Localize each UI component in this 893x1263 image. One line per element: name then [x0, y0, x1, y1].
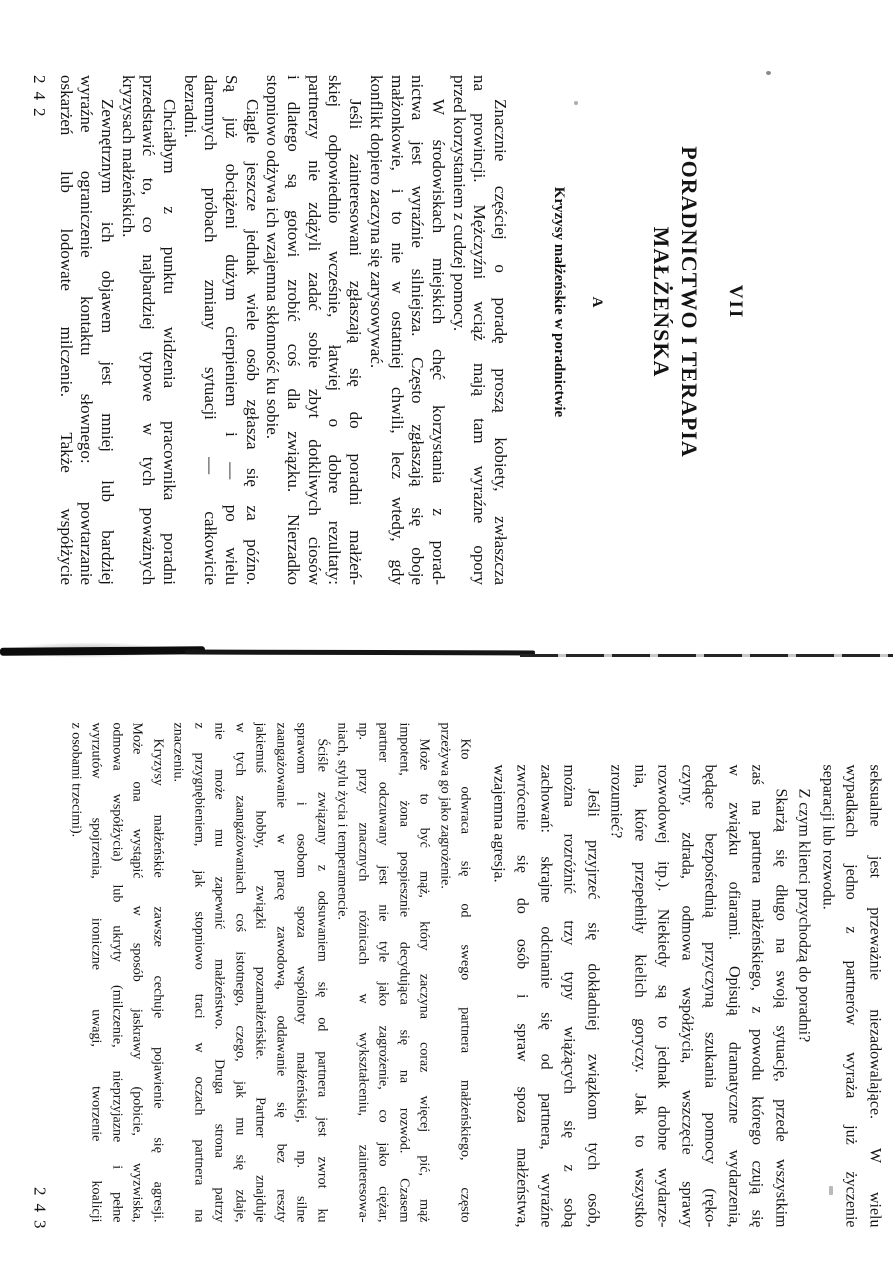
- text-line: seksualne jest przeważnie niezadowalające. W wielu: [866, 764, 884, 1228]
- text-line: znaczeniu.: [171, 722, 186, 782]
- text-line: Kto odwraca się od swego partnera małżeńskiego, często: [458, 738, 473, 1223]
- ink-speck: [829, 1186, 833, 1195]
- text-line: Są już obciążeni dużym cierpieniem i — po wielu: [222, 75, 242, 585]
- petit-text-block-243: [65, 723, 475, 1223]
- text-line: sprawom i osobom spoza wspólnoty małżeńskiej, np. silne: [294, 722, 309, 1223]
- text-line: z osobami trzecimi).: [68, 722, 84, 838]
- chapter-title-line-1: PORADNICTWO I TERAPIA: [677, 146, 702, 458]
- text-line: nictwa jest wyraźnie silniejsza. Często zgłaszają się oboje: [408, 75, 428, 585]
- text-line: wzajemna agresja.: [490, 764, 508, 883]
- text-line: czyny, zdrada, odmowa współżycia, wszczęcie sprawy: [678, 764, 696, 1228]
- text-line: odmowa współżycia) lub ukryty (milczenie, nieprzyjazne i pełne: [109, 722, 125, 1223]
- text-line: przedstawić to, co najbardziej typowe w tych poważnych: [139, 75, 159, 585]
- page-number-242: 242: [30, 75, 49, 125]
- text-line: zrozumieć?: [608, 764, 625, 839]
- text-line: Z czym klienci przychodzą do poradni?: [796, 788, 813, 1043]
- text-line: wyrzutów spojrzenia, ironiczne uwagi, tworzenie koalicji: [89, 722, 104, 1223]
- page-divider: [185, 650, 535, 656]
- text-line: zaś na partnera małżeńskiego, z powodu którego czują się: [749, 764, 766, 1228]
- text-line: oskarżeń lub lodowate milczenie. Także współżycie: [56, 75, 76, 585]
- text-line: nie może mu zapewnić małżeństwo. Druga strona patrzy: [212, 722, 227, 1223]
- text-line: Zewnętrznym ich objawem jest mniej lub bardziej: [97, 99, 117, 585]
- section-heading: Kryzysy małżeńskie w poradnictwie: [551, 186, 567, 418]
- text-line: Ciągle jeszcze jednak wiele osób zgłasza się za późno.: [242, 99, 262, 585]
- text-line: nia, które przepełniły kielich goryczy. Jak to wszystko: [631, 764, 649, 1228]
- text-line: w tych zaangażowaniach coś istotnego, czego, jak mu się zdaje,: [232, 722, 248, 1223]
- book-page-243: [23, 660, 893, 1263]
- page-divider: [520, 654, 893, 657]
- text-line: zaangażowanie w pracę zawodową, oddawanie się bez reszty: [273, 722, 289, 1223]
- text-line: małżonkowie, i to nie w ostatniej chwili, lecz wtedy, gdy: [387, 75, 407, 585]
- text-line: zachowań: skrajne odcinanie się od partnera, wyraźne: [537, 764, 555, 1228]
- text-line: kryzysach małżeńskich.: [118, 75, 138, 238]
- chapter-number: VII: [725, 284, 746, 320]
- text-line: Kryzysy małżeńskie zawsze cechuje pojawienie się agresji.: [150, 738, 166, 1223]
- text-line: stopniowo odżywa ich wzajemna skłonność ku sobie.: [263, 75, 283, 440]
- text-line: separacji lub rozwodu.: [819, 764, 837, 910]
- text-line: skiej odpowiednio wcześnie, łatwiej o dobre rezultaty:: [325, 75, 345, 585]
- text-line: konflikt dopiero zaczyna się zarysowywać.: [366, 75, 386, 369]
- text-line: wyraźne ograniczenie kontaktu słownego: powtarzanie: [77, 75, 97, 585]
- text-line: W środowiskach miejskich chęć korzystania z porad-: [428, 99, 448, 585]
- text-line: Znacznie częściej o poradę proszą kobiety, zwłaszcza: [491, 99, 510, 585]
- text-line: partnerzy nie zdążyli zadać sobie zbyt dotkliwych ciosów: [304, 75, 324, 585]
- page-divider: [0, 646, 205, 655]
- text-line: wypadkach jedno z partnerów wyraża już życzenie: [843, 764, 860, 1228]
- text-line: np. przy znacznych różnicach w wykształceniu, zainteresowa-: [355, 722, 371, 1223]
- body-text-block-243: [487, 765, 887, 1228]
- section-letter: A: [589, 296, 605, 308]
- text-line: będące bezpośrednią przyczyną szukania pomocy (ręko-: [702, 764, 719, 1228]
- text-line: Chciałbym z punktu widzenia pracownika poradni: [160, 99, 179, 585]
- text-line: zwrócenie się do osób i spraw spoza małżeństwa,: [514, 764, 531, 1228]
- ink-speck: [766, 71, 771, 75]
- text-line: bezradni.: [180, 75, 200, 138]
- text-line: w związku ofiarami. Opisują dramatyczne wydarzenia,: [725, 764, 743, 1228]
- text-line: jakiemuś hobby, związki pozamałżeńskie. Partner znajduje: [253, 722, 268, 1223]
- ink-speck: [574, 101, 578, 105]
- text-line: partner odczuwany jest nie tyle jako zagrożenie, co jako ciężar,: [376, 722, 391, 1223]
- text-line: Skarżą się długo na swoją sytuację, przede wszystkim: [772, 788, 790, 1228]
- text-line: przed korzystaniem z cudzej pomocy.: [449, 75, 469, 332]
- text-line: impotent, żona pospiesznie decydująca się na rozwód. Czasem: [396, 722, 412, 1223]
- chapter-title-line-2: MAŁŻEŃSKA: [649, 226, 674, 378]
- text-line: Jeśli zainteresowani zgłaszają się do poradni małżeń-: [346, 99, 366, 585]
- text-line: Ściśle związany z odsuwaniem się od partnera jest zwrot ku: [314, 738, 330, 1223]
- body-text-block-242: [55, 75, 510, 585]
- text-line: na prowincji. Mężczyźni wciąż mają tam wyraźne opory: [470, 75, 490, 585]
- text-line: Może to być mąż, który zaczyna coraz więcej pić, mąż: [417, 738, 432, 1223]
- text-line: Może ona wystąpić w sposób jaskrawy (pobicie, wyzwiska,: [130, 722, 145, 1223]
- page-number-243: 243: [30, 1187, 50, 1237]
- chapter-title-block: [548, 47, 748, 557]
- text-line: można rozróżnić trzy typy wiążących się z sobą: [561, 764, 578, 1228]
- text-line: z przygnębieniem, jak stopniowo traci w oczach partnera na: [191, 722, 207, 1223]
- book-page-242: [0, 30, 770, 650]
- text-line: niach, stylu życia i temperamencie.: [335, 722, 350, 920]
- text-line: Jeśli przyjrzeć się dokładniej związkom tych osób,: [584, 788, 602, 1228]
- text-line: rozwodowej itp.). Niekiedy są to jednak drobne wydarze-: [655, 764, 672, 1228]
- text-line: daremnych próbach zmiany sytuacji — całkowicie: [201, 75, 221, 585]
- text-line: przeżywa go jako zagrożenie.: [437, 722, 453, 889]
- text-line: i dlatego są gotowi zrobić coś dla związku. Nierzadko: [284, 75, 304, 585]
